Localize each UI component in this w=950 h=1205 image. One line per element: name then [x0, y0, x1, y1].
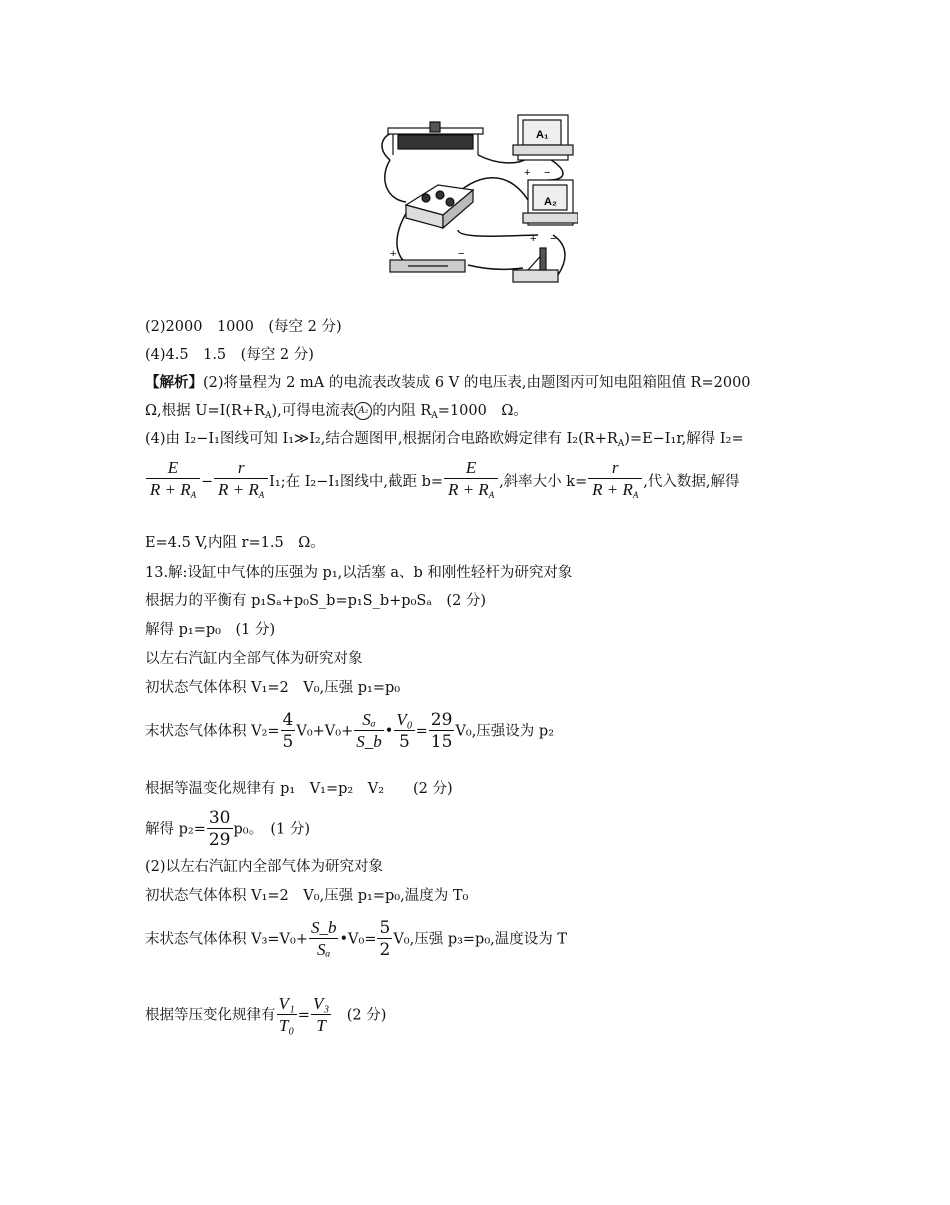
eq-2: =: [297, 1007, 310, 1024]
analysis-text-2c: 的内阻 R: [372, 403, 432, 419]
meter1-label: A₁: [536, 129, 549, 141]
frac-v1-t0: $\frac{\text{V₁}}{\text{T₀}}$: [278, 994, 295, 1035]
frac-sa-sb: $\frac{\text{Sₐ}}{S\_b}$: [356, 710, 382, 751]
frac-29-15: $\frac{29}{15}$: [430, 710, 453, 752]
a1-minus: −: [544, 167, 551, 179]
q13-line-4: 以左右汽缸内全部气体为研究对象: [145, 651, 363, 667]
l6-pre: 末状态气体体积 V₂=: [145, 723, 280, 740]
l11-post: V₀,压强 p₃=p₀,温度设为 T: [393, 931, 568, 948]
rheostat: [388, 122, 483, 155]
l12-post: (2 分): [332, 1007, 387, 1024]
switch: [513, 248, 558, 282]
frac-30-29: $\frac{30}{29}$: [208, 808, 231, 850]
l12-pre: 根据等压变化规律有: [145, 1007, 276, 1024]
circuit-diagram: [378, 110, 578, 285]
frac-v0-5: $\frac{\text{V₀}}{5}$: [396, 710, 413, 752]
l6-post: V₀,压强设为 p₂: [455, 723, 555, 740]
box-minus: −: [458, 248, 465, 260]
q13-line-10: 初状态气体体积 V₁=2 V₀,压强 p₁=p₀,温度为 T₀: [145, 888, 469, 904]
a2-minus: −: [550, 233, 557, 245]
q13-line-3: 解得 p₁=p₀ (1 分): [145, 622, 276, 638]
q13-line-1: 13.解:设缸中气体的压强为 p₁,以活塞 a、b 和刚性轻杆为研究对象: [145, 565, 573, 581]
l11-pre: 末状态气体体积 V₃=V₀+: [145, 931, 308, 948]
frac-r: $\frac{r}{R + R_A}$: [214, 458, 268, 506]
frac-E: $\frac{E}{R + R_A}$: [146, 458, 200, 506]
q13-line-2: 根据力的平衡有 p₁Sₐ+p₀S_b=p₁S_b+p₀Sₐ (2 分): [145, 593, 487, 609]
meter-a2-symbol: A₂: [354, 402, 372, 420]
dot-1: •: [384, 723, 394, 740]
l8-pre: 解得 p₂=: [145, 821, 206, 838]
analysis-line-2: [145, 402, 528, 425]
l11-mid: V₀=: [348, 931, 377, 948]
q13-line-8: [145, 808, 310, 851]
battery-box: [406, 185, 473, 228]
substitute-text: ,代入数据,解得: [643, 474, 740, 490]
analysis-text-3b: )=E−I₁r,解得 I₂=: [624, 431, 744, 447]
q13-line-5: 初状态气体体积 V₁=2 V₀,压强 p₁=p₀: [145, 680, 401, 696]
l6-mid: V₀+V₀+: [296, 723, 354, 740]
analysis-text-2d: =1000 Ω。: [437, 403, 528, 419]
q13-line-11: [145, 918, 567, 961]
eq-1: =: [415, 723, 428, 740]
frac-5-2: $\frac{5}{2}$: [379, 918, 391, 960]
analysis-formula-line: [145, 458, 739, 506]
answer-line-2: (4)4.5 1.5 (每空 2 分): [145, 347, 314, 363]
analysis-text-3: (4)由 I₂−I₁图线可知 I₁≫I₂,结合题图甲,根据闭合电路欧姆定律有 I₂(R+R: [145, 431, 618, 447]
sub-a2: A: [431, 411, 438, 421]
l8-post: p₀。 (1 分): [233, 821, 310, 838]
frac-v3-t: $\frac{\text{V₃}}{T}$: [312, 994, 330, 1035]
box-plus: +: [390, 248, 397, 260]
intercept-text: I₁;在 I₂−I₁图线中,截距 b=: [269, 474, 444, 490]
frac-k: $\frac{r}{R + R_A}$: [588, 458, 642, 506]
frac-b: $\frac{E}{R + R_A}$: [444, 458, 498, 506]
sub-a3: A: [617, 439, 625, 449]
sub-a: A: [264, 411, 272, 421]
q13-line-7: 根据等温变化规律有 p₁ V₁=p₂ V₂ (2 分): [145, 781, 453, 797]
analysis-text-2a: Ω,根据 U=I(R+R: [145, 403, 265, 419]
analysis-line-1: [145, 374, 751, 392]
a1-plus: +: [524, 167, 531, 179]
q13-line-12: [145, 994, 386, 1037]
answer-line-1: (2)2000 1000 (每空 2 分): [145, 319, 342, 335]
resistance-box: [390, 260, 465, 272]
meter2-label: A₂: [544, 196, 557, 208]
analysis-line-3: [145, 430, 744, 453]
dot-2: •: [339, 931, 349, 948]
slope-text: ,斜率大小 k=: [499, 474, 588, 490]
q13-line-6: [145, 710, 554, 753]
q13-line-9: (2)以左右汽缸内全部气体为研究对象: [145, 859, 384, 875]
minus-sign: −: [201, 474, 214, 490]
analysis-tag: 【解析】: [145, 374, 203, 391]
frac-sb-sa: $\frac{S\_b}{\text{Sₐ}}$: [310, 918, 337, 959]
analysis-text-1: (2)将量程为 2 mA 的电流表改装成 6 V 的电压表,由题图丙可知电阻箱阻值 R=2000: [203, 375, 751, 391]
analysis-line-4: E=4.5 V,内阻 r=1.5 Ω。: [145, 535, 325, 551]
a2-plus: +: [530, 233, 537, 245]
analysis-text-2b: ),可得电流表: [271, 403, 355, 419]
frac-4-5: $\frac{4}{5}$: [282, 710, 294, 752]
